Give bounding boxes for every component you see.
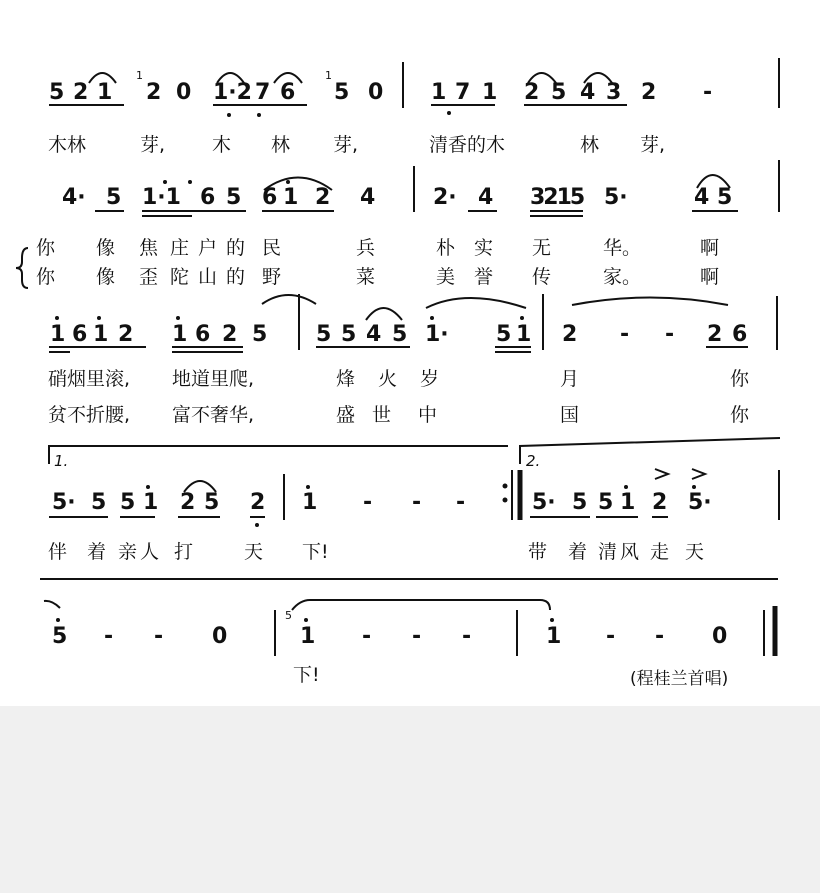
lyric: 火: [378, 368, 398, 390]
lyric: 国: [560, 404, 580, 426]
note: 6: [200, 185, 216, 210]
lyric: 像: [96, 237, 116, 259]
lyric: 民: [262, 237, 282, 259]
note: 1: [50, 322, 66, 347]
note-dash: -: [362, 624, 372, 649]
note: 1: [143, 490, 159, 515]
lyric: 誉: [474, 266, 494, 288]
lyric: 歪: [139, 266, 159, 288]
note: 1: [431, 80, 447, 105]
lyric: 带: [528, 541, 548, 563]
lyric: 朴: [436, 237, 456, 259]
note: 3215: [530, 185, 584, 210]
lyric: 清: [598, 541, 618, 563]
grace-note: 1: [136, 69, 143, 82]
note-dash: -: [620, 322, 630, 347]
note: 7: [455, 80, 471, 105]
note: 5: [551, 80, 567, 105]
lyric: 芽,: [640, 134, 666, 156]
note: 2: [562, 322, 578, 347]
note: 6: [280, 80, 296, 105]
note: 6: [262, 185, 278, 210]
note-dash: -: [655, 624, 665, 649]
lyric: 芽,: [140, 134, 166, 156]
note: 4: [478, 185, 494, 210]
note: 2: [73, 80, 89, 105]
note: 2: [707, 322, 723, 347]
lyric: 木: [212, 134, 232, 156]
lyric: 林: [271, 134, 291, 156]
lyric: 烽: [336, 368, 356, 390]
lyric: 亲: [118, 541, 138, 563]
lyric: 人: [140, 541, 160, 563]
note: 2: [641, 80, 657, 105]
lyric: 像: [96, 266, 116, 288]
lyric: 盛: [336, 404, 356, 426]
lyric: 啊: [700, 266, 720, 288]
note: 1·: [425, 322, 449, 347]
lyric: 地道里爬,: [172, 368, 255, 390]
note: 5: [496, 322, 512, 347]
note: 5·: [52, 490, 76, 515]
lyric: 世: [372, 404, 392, 426]
lyric: 伴: [48, 541, 68, 563]
note: 0: [176, 80, 192, 105]
note-dash: -: [703, 80, 713, 105]
lyric: 美: [436, 266, 456, 288]
lyric: 天: [685, 541, 705, 563]
note: 2: [118, 322, 134, 347]
note: 4: [580, 80, 596, 105]
lyric: 打: [174, 541, 194, 563]
volta-second: 2.: [526, 452, 541, 470]
volta-first: 1.: [54, 452, 69, 470]
lyric: 实: [474, 237, 494, 259]
note-dash: -: [104, 624, 114, 649]
note: 0: [212, 624, 228, 649]
note: 2: [524, 80, 540, 105]
note: 1: [482, 80, 498, 105]
note: 5: [204, 490, 220, 515]
note-dash: -: [412, 624, 422, 649]
note-dash: -: [412, 490, 422, 515]
note: 2: [180, 490, 196, 515]
note: 5: [598, 490, 614, 515]
lyric: 的: [226, 266, 246, 288]
lyric: 户: [198, 237, 218, 259]
note: 5: [392, 322, 408, 347]
lyric: 芽,: [333, 134, 359, 156]
note: 6: [732, 322, 748, 347]
lyric: 无: [532, 237, 552, 259]
grace-note: 5: [285, 609, 292, 622]
note: 5: [120, 490, 136, 515]
note: 5·: [532, 490, 556, 515]
note: 6: [195, 322, 211, 347]
note-dash: -: [154, 624, 164, 649]
lyric: 风: [620, 541, 640, 563]
note: 1: [546, 624, 562, 649]
lyric: 啊: [700, 237, 720, 259]
note: 5: [316, 322, 332, 347]
note: 5: [717, 185, 733, 210]
lyric: 着: [568, 541, 588, 563]
note: 4: [366, 322, 382, 347]
note: 1·2: [213, 80, 252, 105]
note: 5: [252, 322, 268, 347]
note: 1: [300, 624, 316, 649]
note: 3: [606, 80, 622, 105]
lyric: 清香的木: [429, 134, 506, 156]
lyric: 中: [418, 404, 438, 426]
lyric: 你: [36, 237, 56, 259]
lyric: 岁: [420, 368, 440, 390]
lyric: 家。: [603, 266, 642, 288]
lyric: 庄: [170, 237, 190, 259]
note: 1: [97, 80, 113, 105]
note: 4: [360, 185, 376, 210]
note-dash: -: [606, 624, 616, 649]
note: 4: [694, 185, 710, 210]
note: 5: [91, 490, 107, 515]
lyric: 菜: [356, 266, 376, 288]
note: 1·1: [142, 185, 181, 210]
lyric: 华。: [603, 237, 642, 259]
lyric: 你: [730, 404, 750, 426]
lyric: 天: [244, 541, 264, 563]
note: 5: [334, 80, 350, 105]
note: 0: [368, 80, 384, 105]
note: 5: [341, 322, 357, 347]
lyric: 下!: [302, 541, 329, 563]
note: 2: [315, 185, 331, 210]
note: 2: [652, 490, 668, 515]
note: 7: [255, 80, 271, 105]
lyric: 林: [580, 134, 600, 156]
note: 1: [302, 490, 318, 515]
note: 0: [712, 624, 728, 649]
note: 2·: [433, 185, 457, 210]
note: 1: [620, 490, 636, 515]
lyric: 走: [650, 541, 670, 563]
lyric: 你: [36, 266, 56, 288]
lyric: 月: [560, 368, 580, 390]
note: 5: [226, 185, 242, 210]
note: 5·: [604, 185, 628, 210]
note: 4·: [62, 185, 86, 210]
lyric: 富不奢华,: [172, 404, 255, 426]
note: 5: [52, 624, 68, 649]
note-dash: -: [665, 322, 675, 347]
note: 2: [222, 322, 238, 347]
note: 5: [49, 80, 65, 105]
note-dash: -: [462, 624, 472, 649]
lyric: 野: [262, 266, 282, 288]
note: 5: [106, 185, 122, 210]
note: 1: [172, 322, 188, 347]
note: 2: [146, 80, 162, 105]
lyric: 山: [198, 266, 218, 288]
note: 5·: [688, 490, 712, 515]
lyric: 木林: [48, 134, 87, 156]
note: 1: [283, 185, 299, 210]
note: 1: [516, 322, 532, 347]
note: 6: [72, 322, 88, 347]
lyric: 的: [226, 237, 246, 259]
lyric: 你: [730, 368, 750, 390]
lyric: 焦: [139, 237, 159, 259]
lyric: 下!: [293, 664, 320, 686]
note: 1: [93, 322, 109, 347]
note: 2: [250, 490, 266, 515]
lyric: 硝烟里滚,: [48, 368, 131, 390]
lyric: 兵: [356, 237, 376, 259]
note: 5: [572, 490, 588, 515]
note-dash: -: [363, 490, 373, 515]
lyric: 传: [532, 266, 552, 288]
performer-credit: (程桂兰首唱): [630, 669, 729, 689]
grace-note: 1: [325, 69, 332, 82]
lyric: 贫不折腰,: [48, 404, 131, 426]
lyric: 着: [87, 541, 107, 563]
lyric: 陀: [170, 266, 190, 288]
note-dash: -: [456, 490, 466, 515]
